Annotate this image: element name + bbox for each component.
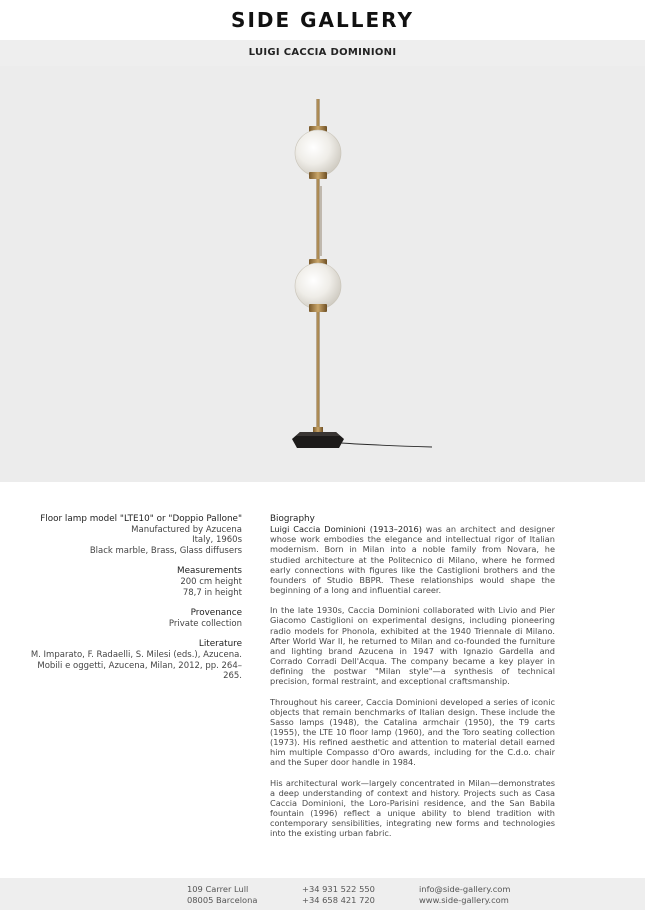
item-materials: Black marble, Brass, Glass diffusers [89,545,242,556]
measurements-heading: Measurements [177,566,242,577]
literature-section [20,639,242,681]
designer-full-name: Luigi Caccia Dominioni (1913–2016) [270,524,422,535]
measurements-section [20,566,242,598]
footer-contact [419,884,510,906]
item-title: Floor lamp model "LTE10" or "Doppio Pallone" [40,514,242,524]
provenance-heading: Provenance [190,608,242,619]
address-line-2: 08005 Barcelona [187,895,258,905]
gallery-logo: SIDE GALLERY [231,8,414,32]
biography-section [270,514,555,849]
phone-1[interactable]: +34 931 522 550 [302,884,375,894]
website-link[interactable]: www.side-gallery.com [419,895,509,905]
provenance-section [20,608,242,629]
biography-paragraph-2: In the late 1930s, Caccia Dominioni collaborated with Livio and Pier Giacomo Castiglioni on experimental designs, including pioneering radio models for Phonola, exhibited at the 1940 Triennale di Milano. After World War II, he returned to Milan and co-founded the furniture and lighting brand Azucena in 1947 with Ignazio Gardella and Corrado Corradi Dell'Acqua. The company became a key player in defining the postwar "Milan style"—a synthesis of technical precision, formal restraint, and exceptional craftsmanship. [270,605,555,687]
biography-paragraph-1-text: was an architect and designer whose work embodies the elegance and intellectual rigor of Italian modernism. Born in Milan into a noble family from Novara, he studied architecture at the Politecnico di Milano, where he formed early connections with figures like the Castiglioni brothers and the founders of Studio BBPR. These relationships would shape the beginning of a long and influential career. [270,524,555,596]
literature-heading: Literature [198,639,242,650]
item-manufacturer: Manufactured by Azucena [131,524,242,535]
address-line-1: 109 Carrer Lull [187,884,249,894]
biography-paragraph-4: His architectural work—largely concentrated in Milan—demonstrates a deep understanding of context and history. Projects such as Casa Caccia Dominioni, the Loro-Parisini residence, and the San Babila fountain (1996) reflect a unique ability to blend tradition with contemporary sensibilities, integrating new forms and technologies into the existing urban fabric. [270,777,555,839]
biography-paragraph-1 [270,524,555,595]
footer-address [187,884,257,906]
height-in: 78,7 in height [182,587,242,598]
biography-heading: Biography [270,514,315,524]
biography-paragraph-3: Throughout his career, Caccia Dominioni developed a series of iconic objects that remain benchmarks of Italian design. These include the Sasso lamps (1948), the Catalina armchair (1950), the T9 carts (1955), the LTE 10 floor lamp (1960), and the Toro seating collection (1973). His refined aesthetic and attention to material detail earned him multiple Compasso d'Oro awards, including for the C.d.o. chair and the Super door handle in 1984. [270,696,555,768]
item-details [20,514,242,692]
literature-line-1: M. Imparato, F. Radaelli, S. Milesi (eds.), Azucena. [30,649,242,660]
footer [0,878,645,910]
product-photo [0,66,645,482]
footer-phones [302,884,375,906]
literature-line-2: Mobili e oggetti, Azucena, Milan, 2012, pp. 264–265. [37,660,242,682]
provenance-text: Private collection [168,618,242,629]
item-description [20,514,242,556]
designer-banner [0,40,645,66]
height-cm: 200 cm height [180,576,242,587]
item-origin: Italy, 1960s [192,535,242,546]
email-link[interactable]: info@side-gallery.com [419,884,511,894]
designer-name: LUIGI CACCIA DOMINIONI [248,47,397,58]
phone-2[interactable]: +34 658 421 720 [302,895,375,905]
floor-lamp-image [0,66,645,482]
